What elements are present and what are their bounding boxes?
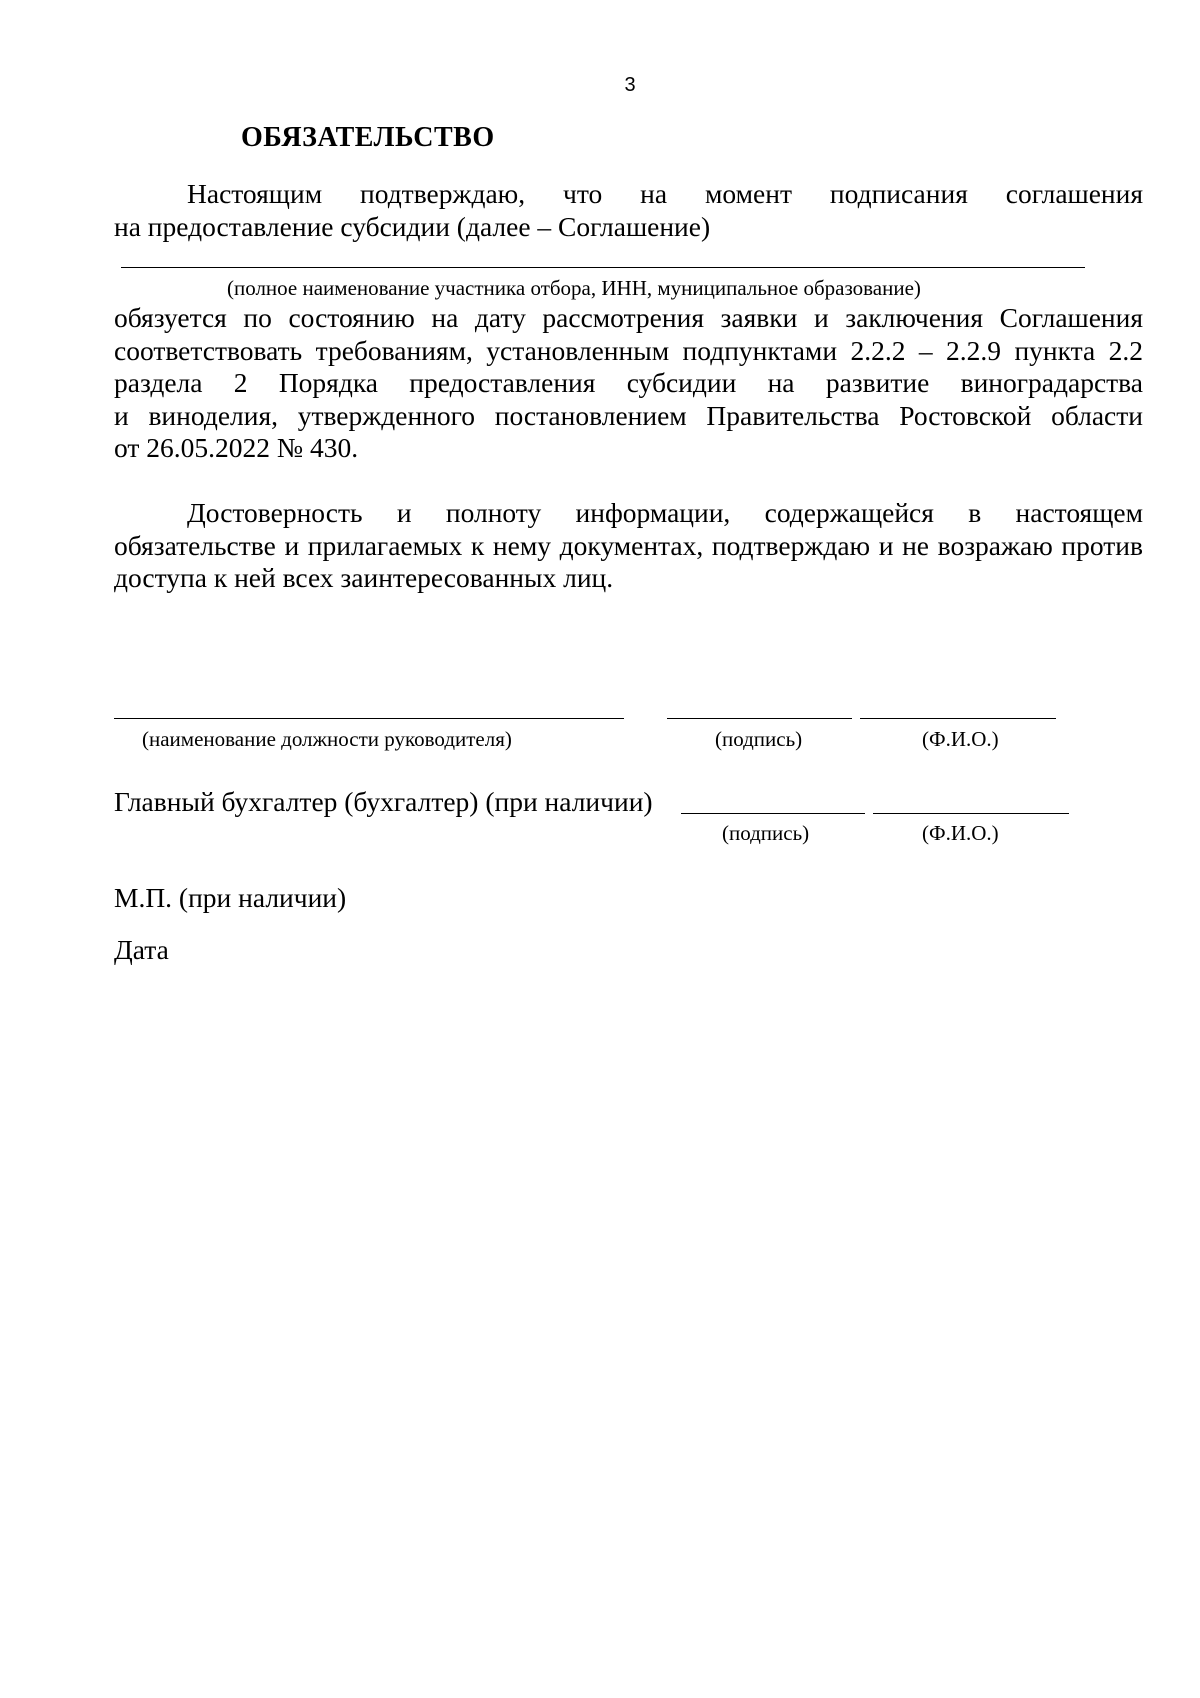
head-position-blank[interactable] [114, 718, 624, 719]
intro-paragraph [114, 178, 1143, 243]
stamp-label: М.П. (при наличии) [114, 882, 347, 913]
date-label: Дата [114, 934, 169, 965]
head-name-hint: (Ф.И.О.) [922, 727, 999, 751]
confirmation-paragraph [114, 497, 1143, 595]
accountant-signature-blank[interactable] [681, 813, 865, 814]
page-number: 3 [624, 74, 636, 96]
head-signature-blank[interactable] [667, 718, 852, 719]
confirmation-line-1: Достоверность и полноту информации, содержащейся в настоящем [187, 497, 1143, 528]
participant-name-hint: (полное наименование участника отбора, ИНН, муниципальное образование) [227, 276, 921, 300]
obligation-line-4: и виноделия, утвержденного постановлением Правительства Ростовской области [114, 399, 1143, 431]
document-title: ОБЯЗАТЕЛЬСТВО [241, 122, 495, 153]
head-signature-hint: (подпись) [715, 727, 803, 751]
obligation-paragraph [114, 302, 1143, 465]
accountant-label: Главный бухгалтер (бухгалтер) (при наличии) [114, 786, 653, 817]
accountant-name-blank[interactable] [873, 813, 1069, 814]
obligation-line-3: раздела 2 Порядка предоставления субсидии на развитие виноградарства [114, 367, 1143, 398]
accountant-name-hint: (Ф.И.О.) [922, 821, 999, 845]
confirmation-line-2: обязательстве и прилагаемых к нему документах, подтверждаю и не возражаю против [114, 529, 1143, 561]
obligation-line-1: обязуется по состоянию на дату рассмотрения заявки и заключения Соглашения [114, 302, 1143, 333]
obligation-line-2: соответствовать требованиям, установленным подпунктами 2.2.2 – 2.2.9 пункта 2.2 [114, 334, 1143, 366]
head-position-hint: (наименование должности руководителя) [142, 727, 512, 751]
head-name-blank[interactable] [860, 718, 1056, 719]
obligation-line-5: от 26.05.2022 № 430. [114, 432, 359, 463]
intro-line-2: на предоставление субсидии (далее – Соглашение) [114, 210, 711, 242]
participant-name-blank[interactable] [121, 267, 1085, 268]
confirmation-line-3: доступа к ней всех заинтересованных лиц. [114, 562, 614, 593]
accountant-signature-hint: (подпись) [722, 821, 810, 845]
intro-line-1: Настоящим подтверждаю, что на момент подписания соглашения [187, 178, 1143, 209]
